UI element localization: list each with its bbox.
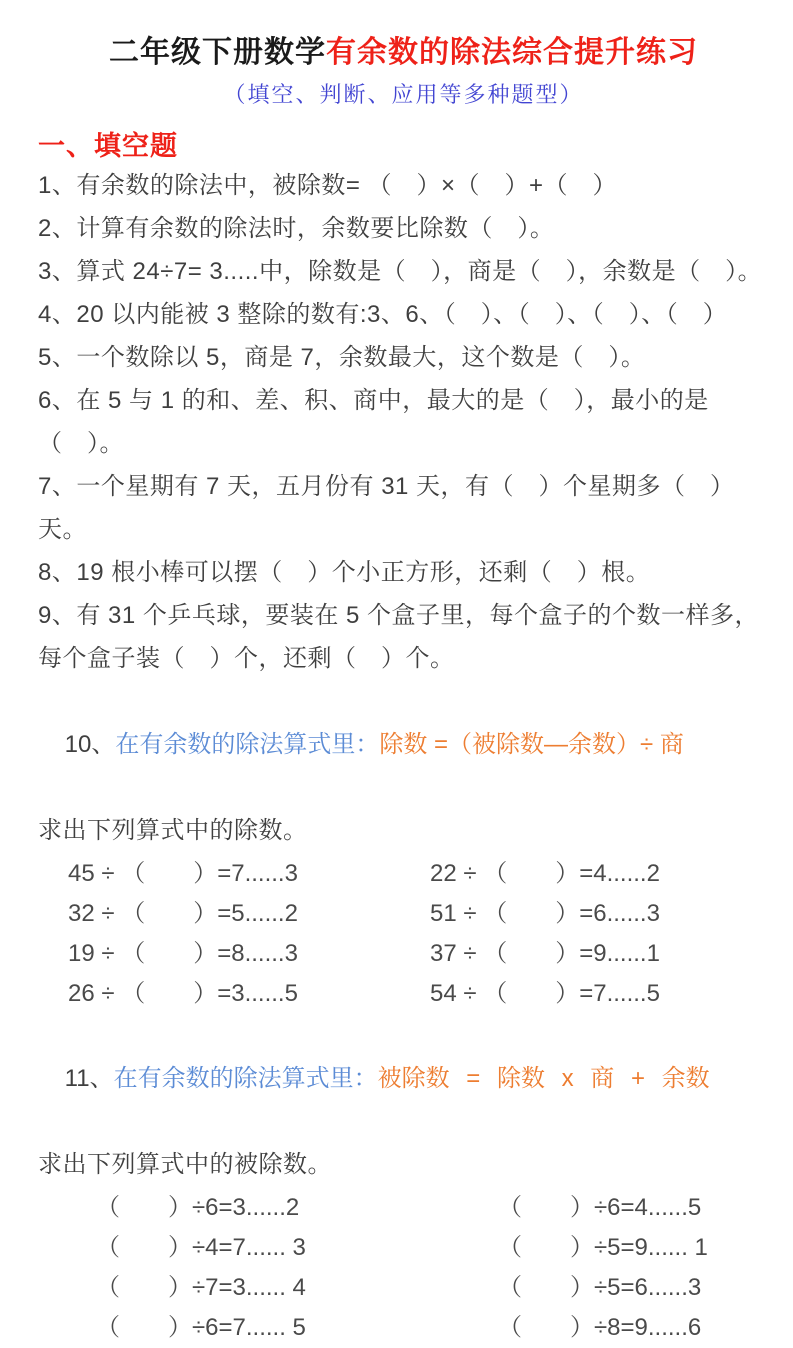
question-11-instruction: 求出下列算式中的被除数。 [38,1151,332,1178]
equation-cell: 26 ÷ （ ）=3......5 [68,980,298,1007]
question-8: 8、19 根小棒可以摆（ ）个小正方形，还剩（ ）根。 [38,559,651,586]
page-subtitle: （填空、判断、应用等多种题型） [223,82,584,107]
equation-cell: （ ）÷6=7...... 5 [96,1314,306,1341]
question-2: 2、计算有余数的除法时，余数要比除数（ ）。 [38,215,555,242]
equation-cell: （ ）÷8=9......6 [498,1314,702,1341]
question-10-equations [38,854,769,1014]
question-5: 5、一个数除以 5，商是 7，余数最大，这个数是（ ）。 [38,344,646,371]
question-10-hint: 在有余数的除法算式里： [115,731,380,758]
question-10-number: 10、 [64,731,116,758]
section-heading-fill-in-blanks: 一、填空题 [38,131,178,161]
equation-cell: （ ）÷6=4......5 [498,1194,702,1221]
equation-row [38,894,769,934]
equation-row [38,974,769,1014]
equation-cell: 32 ÷ （ ）=5......2 [68,900,298,927]
question-11-equations [38,1188,769,1348]
page-title-red-part: 有余数的除法综合提升练习 [326,36,698,69]
question-9: 9、有 31 个乒乓球，要装在 5 个盒子里，每个盒子的个数一样多，每个盒子装（ ）个，还剩（ ）个。 [38,602,760,672]
equation-cell: 45 ÷ （ ）=7......3 [68,860,298,887]
question-7: 7、一个星期有 7 天，五月份有 31 天，有（ ）个星期多（ ）天。 [38,473,735,543]
equation-cell: （ ）÷7=3...... 4 [96,1274,306,1301]
question-11-formula: 被除数 = 除数 x 商 + 余数 [377,1065,710,1092]
page-title-black-part: 二年级下册数学 [109,36,326,69]
equation-cell: （ ）÷6=3......2 [96,1194,300,1221]
question-10-instruction: 求出下列算式中的除数。 [38,817,308,844]
question-4: 4、20 以内能被 3 整除的数有:3、6、（ ）、（ ）、（ ）、（ ） [38,301,728,328]
equation-row [38,1188,769,1228]
question-1: 1、有余数的除法中，被除数= （ ）×（ ）+（ ） [38,172,618,199]
equation-row [38,854,769,894]
question-3: 3、算式 24÷7= 3.....中，除数是（ ），商是（ ），余数是（ ）。 [38,258,763,285]
question-11-header [38,1014,769,1143]
question-6: 6、在 5 与 1 的和、差、积、商中，最大的是（ ），最小的是（ ）。 [38,387,709,457]
equation-row [38,1308,769,1348]
equation-cell: 22 ÷ （ ）=4......2 [430,860,660,887]
equation-row [38,1268,769,1308]
equation-cell: （ ）÷5=6......3 [498,1274,702,1301]
question-10-formula: 除数 =（被除数—余数）÷ 商 [379,731,684,758]
equation-cell: 19 ÷ （ ）=8......3 [68,940,298,967]
equation-cell: （ ）÷4=7...... 3 [96,1234,306,1261]
question-11-number: 11、 [64,1065,114,1092]
page-title [38,34,769,72]
equation-cell: （ ）÷5=9...... 1 [498,1234,708,1261]
question-11-hint: 在有余数的除法算式里： [113,1065,378,1092]
equation-cell: 37 ÷ （ ）=9......1 [430,940,660,967]
equation-cell: 51 ÷ （ ）=6......3 [430,900,660,927]
equation-cell: 54 ÷ （ ）=7......5 [430,980,660,1007]
equation-row [38,934,769,974]
equation-row [38,1228,769,1268]
question-10-header [38,680,769,809]
